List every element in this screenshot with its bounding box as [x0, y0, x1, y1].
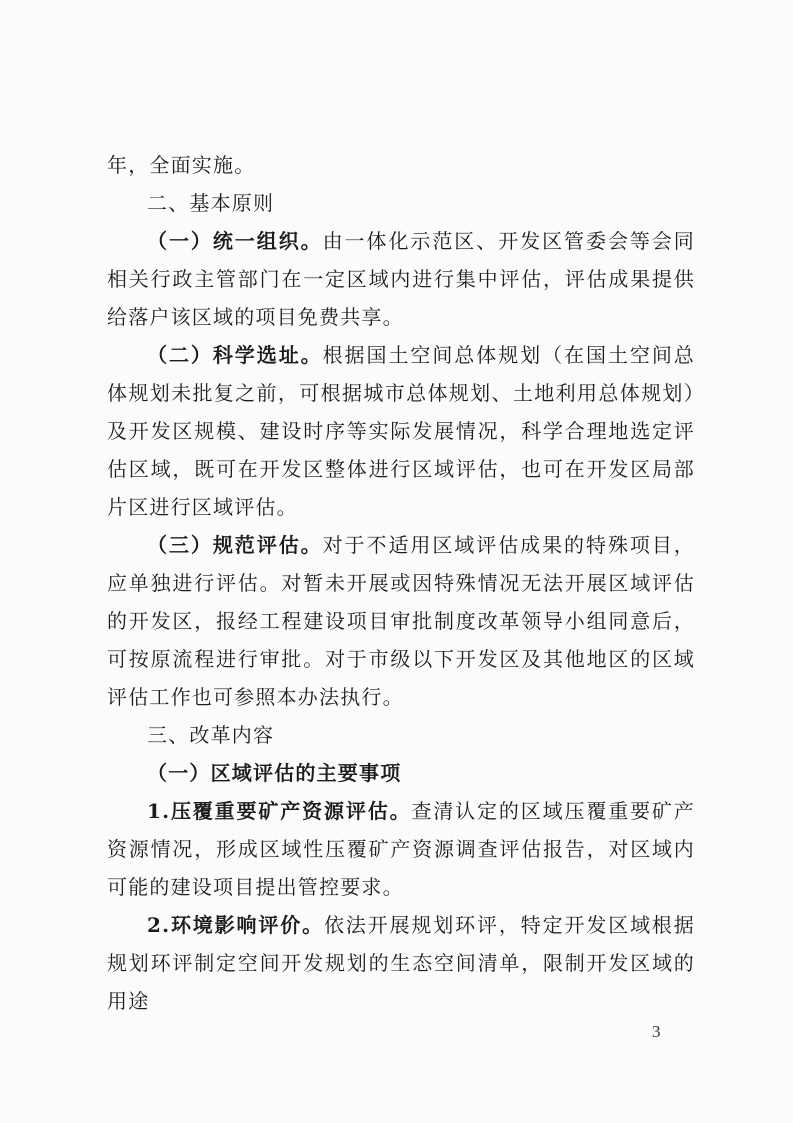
- paragraph-text: 由一体化示范区、开发区管委会等会同相关行政主管部门在一定区域内进行集中评估，评估成果提供给落户该区域的项目免费共享。: [107, 229, 695, 329]
- paragraph-lead: （三）规范评估。: [147, 533, 323, 557]
- paragraph-lead: 2.环境影响评价。: [147, 913, 324, 937]
- page-number: 3: [652, 1022, 661, 1041]
- paragraph-principle-2: [107, 336, 695, 526]
- paragraph-text: 根据国土空间总体规划（在国土空间总体规划未批复之前，可根据城市总体规划、土地利用总体规划）及开发区规模、建设时序等实际发展情况，科学合理地选定评估区域，既可在开发区整体进行区域评估，也可在开发区局部片区进行区域评估。: [107, 343, 695, 519]
- paragraph-text: 对于不适用区域评估成果的特殊项目，应单独进行评估。对暂未开展或因特殊情况无法开展区域评估的开发区，报经工程建设项目审批制度改革领导小组同意后，可按原流程进行审批。对于市级以下开发区及其他地区的区域评估工作也可参照本办法执行。: [107, 533, 695, 709]
- paragraph-lead: （一）统一组织。: [147, 229, 323, 253]
- paragraph-item-2: [107, 906, 695, 1020]
- continuation-text: 年，全面实施。: [107, 153, 256, 177]
- paragraph-item-1: [107, 792, 695, 906]
- paragraph-principle-1: [107, 222, 695, 336]
- paragraph-lead: 1.压覆重要矿产资源评估。: [147, 799, 412, 823]
- paragraph-lead: （二）科学选址。: [147, 343, 323, 367]
- sub-heading-reform-items: （一）区域评估的主要事项: [147, 761, 402, 785]
- document-body: [107, 146, 695, 1020]
- paragraph-text: 查清认定的区域压覆重要矿产资源情况，形成区域性压覆矿产资源调查评估报告，对区域内可能的建设项目提出管控要求。: [107, 799, 695, 899]
- section-heading-principles: 二、基本原则: [147, 191, 275, 215]
- section-heading-reform: 三、改革内容: [147, 723, 275, 747]
- paragraph-text: 依法开展规划环评，特定开发区域根据规划环评制定空间开发规划的生态空间清单，限制开发区域的用途: [107, 913, 695, 1013]
- paragraph-principle-3: [107, 526, 695, 716]
